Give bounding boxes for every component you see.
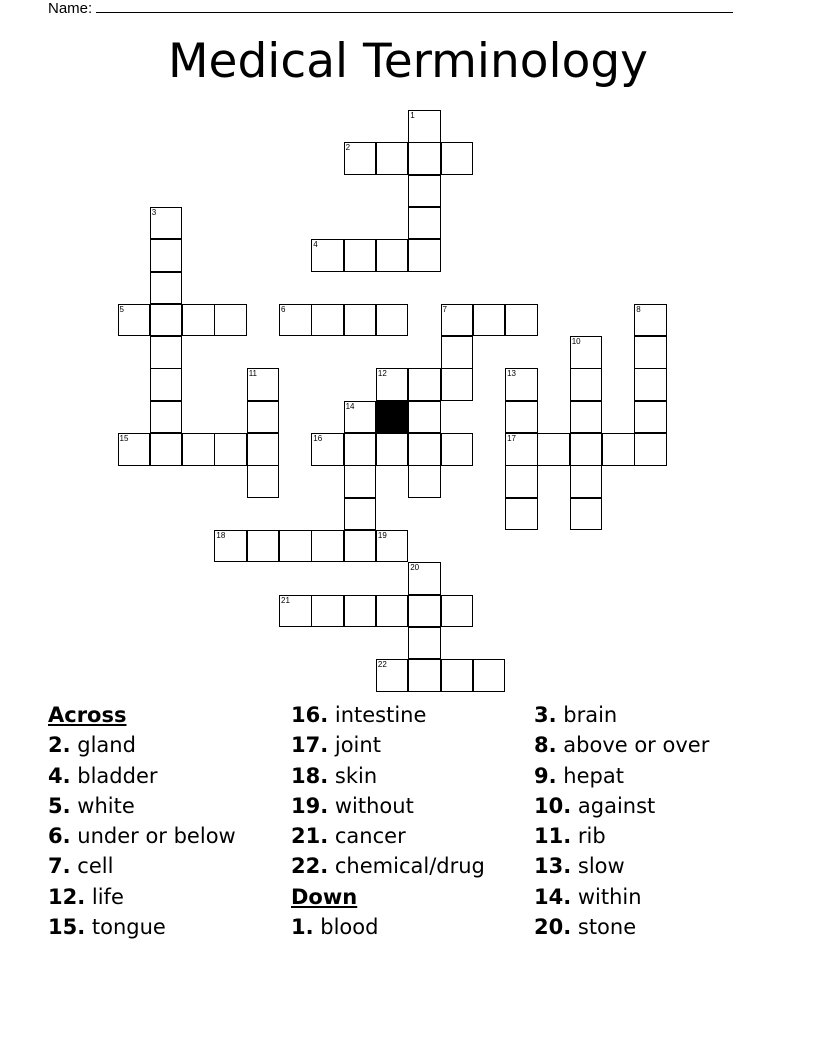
clue-number: 14. — [534, 884, 572, 909]
grid-cell[interactable] — [408, 659, 441, 692]
grid-cell[interactable] — [570, 433, 603, 466]
grid-cell[interactable] — [570, 368, 603, 401]
grid-cell[interactable] — [376, 595, 409, 628]
clue-number: 2. — [48, 733, 71, 758]
clue-item — [48, 761, 236, 791]
clue-text: bladder — [70, 763, 158, 788]
grid-cell[interactable] — [634, 304, 667, 337]
grid-cell[interactable] — [441, 659, 474, 692]
grid-cell[interactable] — [279, 530, 312, 563]
grid-cell[interactable] — [344, 142, 377, 175]
grid-cell[interactable] — [150, 207, 183, 240]
grid-cell[interactable] — [634, 433, 667, 466]
across-heading: Across — [48, 703, 127, 727]
grid-cell[interactable] — [570, 498, 603, 531]
grid-cell[interactable] — [344, 465, 377, 498]
grid-cell[interactable] — [344, 304, 377, 337]
grid-cell[interactable] — [505, 498, 538, 531]
grid-cell[interactable] — [408, 595, 441, 628]
clue-text: gland — [70, 733, 136, 758]
clue-number: 4. — [48, 763, 71, 788]
grid-cell[interactable] — [311, 595, 344, 628]
grid-cell[interactable] — [408, 465, 441, 498]
clues-column-3 — [534, 700, 709, 942]
clue-item — [291, 851, 485, 881]
clue-number: 17. — [291, 733, 329, 758]
grid-cell[interactable] — [150, 401, 183, 434]
clue-number: 15. — [48, 915, 86, 940]
grid-cell[interactable] — [182, 304, 215, 337]
clue-number: 10 — [571, 337, 581, 347]
clue-item — [291, 700, 485, 730]
clue-number: 20. — [534, 915, 572, 940]
clue-item — [291, 730, 485, 760]
clue-item — [534, 882, 709, 912]
grid-cell[interactable] — [376, 304, 409, 337]
clue-item — [534, 821, 709, 851]
clue-number: 11. — [534, 824, 572, 849]
clue-item — [534, 700, 709, 730]
clue-item — [534, 851, 709, 881]
clue-text: chemical/drug — [328, 854, 485, 879]
clue-item — [291, 912, 485, 942]
clue-number: 1 — [410, 111, 415, 120]
clue-number: 6. — [48, 824, 71, 849]
grid-cell[interactable] — [311, 304, 344, 337]
grid-cell[interactable] — [441, 368, 474, 401]
clue-number: 22. — [291, 854, 329, 879]
clue-text: white — [70, 793, 135, 818]
grid-cell[interactable] — [150, 272, 183, 305]
clue-text: rib — [571, 824, 606, 849]
grid-cell[interactable] — [150, 368, 183, 401]
grid-cell[interactable] — [441, 433, 474, 466]
grid-cell[interactable] — [247, 465, 280, 498]
clue-text: without — [328, 793, 414, 818]
grid-cell[interactable] — [150, 239, 183, 272]
clue-number: 3. — [534, 703, 557, 727]
grid-cell[interactable] — [150, 304, 183, 337]
clue-item — [48, 730, 236, 760]
clue-number: 18 — [216, 530, 226, 540]
clue-number: 13. — [534, 854, 572, 879]
grid-cell[interactable] — [279, 595, 312, 628]
clue-text: within — [571, 884, 642, 909]
grid-cell[interactable] — [376, 142, 409, 175]
grid-cell[interactable] — [247, 530, 280, 563]
name-label: Name: — [48, 0, 93, 17]
grid-cell[interactable] — [634, 336, 667, 369]
grid-cell[interactable] — [505, 368, 538, 401]
grid-cell[interactable] — [408, 142, 441, 175]
grid-cell[interactable] — [408, 368, 441, 401]
clue-text: intestine — [328, 703, 427, 727]
clue-item — [534, 761, 709, 791]
clue-text: brain — [556, 703, 618, 727]
clue-number: 11 — [248, 369, 257, 379]
clue-number: 14 — [345, 401, 355, 411]
clue-number: 19 — [377, 530, 387, 540]
grid-cell[interactable] — [570, 401, 603, 434]
clue-number: 12. — [48, 884, 86, 909]
clue-item — [48, 821, 236, 851]
grid-cell[interactable] — [408, 627, 441, 660]
clue-text: life — [85, 884, 124, 909]
clue-item — [48, 882, 236, 912]
clue-number: 8 — [636, 304, 641, 314]
clue-number: 1. — [291, 915, 314, 940]
clue-number: 21 — [281, 595, 290, 605]
grid-cell[interactable] — [344, 433, 377, 466]
grid-cell[interactable] — [376, 659, 409, 692]
grid-cell[interactable] — [311, 433, 344, 466]
clue-text: against — [571, 793, 656, 818]
clue-number: 9. — [534, 763, 557, 788]
clue-item — [291, 821, 485, 851]
clue-number: 10. — [534, 793, 572, 818]
clue-item — [534, 730, 709, 760]
grid-cell[interactable] — [634, 401, 667, 434]
grid-cell[interactable] — [150, 433, 183, 466]
grid-cell[interactable] — [376, 433, 409, 466]
puzzle-title: Medical Terminology — [168, 34, 648, 89]
clue-item — [291, 761, 485, 791]
clue-number: 12 — [377, 369, 387, 379]
grid-cell[interactable] — [408, 562, 441, 595]
clue-number: 18. — [291, 763, 329, 788]
grid-cell[interactable] — [344, 498, 377, 531]
clue-number: 4 — [313, 240, 318, 250]
clue-number: 3 — [151, 207, 157, 217]
grid-cell[interactable] — [473, 659, 506, 692]
clue-text: stone — [571, 915, 637, 940]
grid-cell[interactable] — [247, 433, 280, 466]
clues-column-1 — [48, 700, 236, 942]
grid-cell[interactable] — [408, 239, 441, 272]
grid-cell[interactable] — [344, 239, 377, 272]
grid-cell[interactable] — [118, 433, 151, 466]
grid-cell[interactable] — [247, 401, 280, 434]
clue-text: under or below — [70, 824, 236, 849]
clue-text: cancer — [328, 824, 406, 849]
clue-text: skin — [328, 763, 378, 788]
grid-cell[interactable] — [344, 595, 377, 628]
grid-cell[interactable] — [247, 368, 280, 401]
clue-number: 7. — [48, 854, 71, 879]
grid-cell[interactable] — [537, 433, 570, 466]
clue-number: 2 — [345, 143, 351, 153]
grid-cell[interactable] — [214, 530, 247, 563]
grid-cell[interactable] — [279, 304, 312, 337]
clue-text: above or over — [556, 733, 710, 758]
clue-text: blood — [313, 915, 379, 940]
clue-number: 22 — [377, 660, 387, 670]
clue-number: 20 — [410, 563, 420, 573]
clue-number: 19. — [291, 793, 329, 818]
clue-number: 7 — [442, 304, 447, 314]
clue-number: 16. — [291, 703, 329, 727]
grid-cell[interactable] — [570, 465, 603, 498]
grid-cell[interactable] — [602, 433, 635, 466]
clue-item — [48, 912, 236, 942]
clue-text: joint — [328, 733, 381, 758]
clue-text: cell — [70, 854, 114, 879]
clue-number: 13 — [507, 369, 516, 379]
grid-cell[interactable] — [473, 304, 506, 337]
clue-text: tongue — [85, 915, 166, 940]
grid-cell[interactable] — [441, 336, 474, 369]
clue-number: 15 — [119, 434, 129, 443]
clues-column-2 — [291, 700, 485, 942]
grid-cell[interactable] — [441, 142, 474, 175]
clue-number: 5 — [119, 304, 124, 314]
clue-number: 16 — [313, 434, 323, 443]
grid-cell[interactable] — [376, 368, 409, 401]
grid-cell[interactable] — [505, 304, 538, 337]
grid-cell[interactable] — [408, 110, 441, 143]
grid-cell[interactable] — [505, 465, 538, 498]
grid-cell[interactable] — [408, 433, 441, 466]
grid-cell[interactable] — [118, 304, 151, 337]
clue-item — [534, 912, 709, 942]
black-cell — [376, 401, 409, 434]
clue-item — [534, 791, 709, 821]
clue-item — [291, 791, 485, 821]
grid-cell[interactable] — [634, 368, 667, 401]
grid-cell[interactable] — [570, 336, 603, 369]
grid-cell[interactable] — [214, 304, 247, 337]
grid-cell[interactable] — [408, 175, 441, 208]
down-heading: Down — [291, 884, 358, 909]
clue-text: slow — [571, 854, 625, 879]
grid-cell[interactable] — [214, 433, 247, 466]
clue-item — [48, 791, 236, 821]
grid-cell[interactable] — [441, 304, 474, 337]
grid-cell[interactable] — [376, 239, 409, 272]
clue-item — [48, 851, 236, 881]
grid-cell[interactable] — [376, 530, 409, 563]
grid-cell[interactable] — [182, 433, 215, 466]
clue-number: 17 — [507, 434, 516, 443]
grid-cell[interactable] — [408, 401, 441, 434]
clue-number: 21. — [291, 824, 329, 849]
grid-cell[interactable] — [150, 336, 183, 369]
clue-number: 8. — [534, 733, 557, 758]
grid-cell[interactable] — [408, 207, 441, 240]
clue-text: hepat — [556, 763, 624, 788]
grid-cell[interactable] — [505, 401, 538, 434]
grid-cell[interactable] — [311, 530, 344, 563]
grid-cell[interactable] — [505, 433, 538, 466]
grid-cell[interactable] — [441, 595, 474, 628]
clue-number: 5. — [48, 793, 71, 818]
grid-cell[interactable] — [311, 239, 344, 272]
grid-cell[interactable] — [344, 530, 377, 563]
grid-cell[interactable] — [344, 401, 377, 434]
clue-number: 6 — [281, 304, 286, 314]
